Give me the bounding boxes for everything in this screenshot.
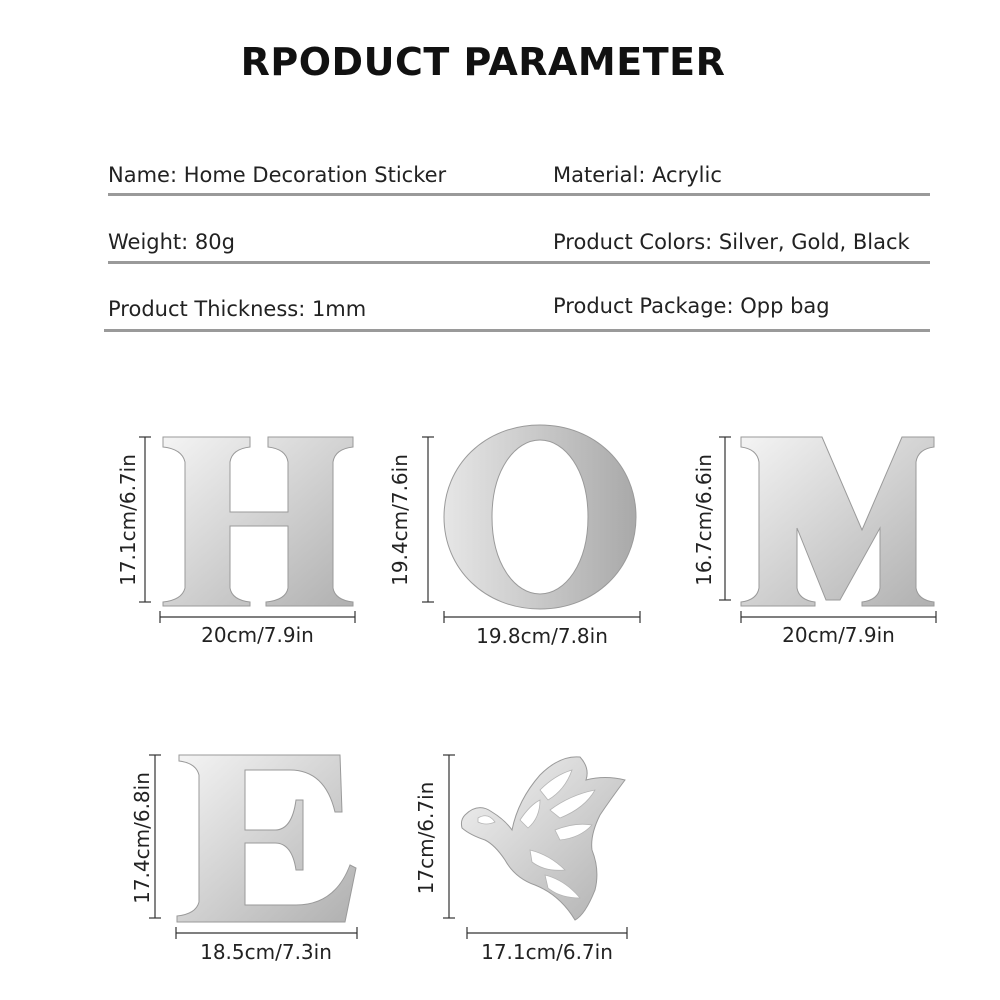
param-thickness: Product Thickness: 1mm: [108, 297, 367, 321]
letter-m-shape: [741, 437, 934, 606]
param-colors: Product Colors: Silver, Gold, Black: [553, 230, 910, 254]
page-title: RPODUCT PARAMETER: [240, 40, 726, 84]
dim-height-butterfly: 17cm/6.7in: [414, 781, 438, 895]
param-material: Material: Acrylic: [553, 163, 722, 187]
param-name: Name: Home Decoration Sticker: [108, 163, 447, 187]
dim-width-m: 20cm/7.9in: [782, 623, 895, 647]
letter-o-shape: [444, 425, 636, 609]
dim-width-butterfly: 17.1cm/6.7in: [481, 940, 613, 964]
letter-e-shape: [177, 755, 356, 922]
param-package: Product Package: Opp bag: [553, 294, 830, 318]
param-weight: Weight: 80g: [108, 230, 235, 254]
dim-height-o: 19.4cm/7.6in: [388, 454, 412, 586]
dim-width-e: 18.5cm/7.3in: [200, 940, 332, 964]
dim-height-h: 17.1cm/6.7in: [116, 454, 140, 586]
butterfly-shape: [461, 757, 625, 920]
dim-height-m: 16.7cm/6.6in: [692, 454, 716, 586]
dim-width-h: 20cm/7.9in: [201, 623, 314, 647]
letter-h-shape: [163, 437, 353, 606]
dim-height-e: 17.4cm/6.8in: [130, 772, 154, 904]
dim-width-o: 19.8cm/7.8in: [476, 624, 608, 648]
